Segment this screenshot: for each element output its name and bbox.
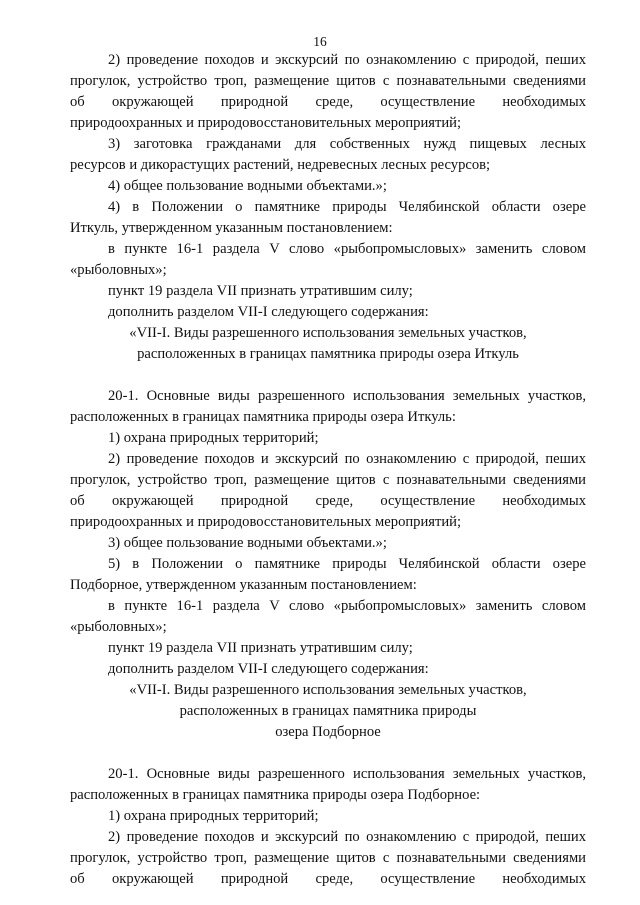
- text-line: пункт 19 раздела VII признать утратившим силу;: [108, 640, 413, 656]
- text-line: об окружающей природной среде, осуществление необходимых: [70, 94, 586, 110]
- text-line: 3) общее пользование водными объектами.»;: [108, 535, 387, 551]
- text-line: «VII-I. Виды разрешенного использования земельных участков,: [129, 682, 527, 698]
- text-line: дополнить разделом VII-I следующего содержания:: [108, 304, 429, 320]
- text-line: 4) общее пользование водными объектами.»;: [108, 178, 387, 194]
- text-line: 2) проведение походов и экскурсий по ознакомлению с природой, пеших: [108, 52, 586, 68]
- text-line: прогулок, устройство троп, размещение щитов с познавательными сведениями: [70, 73, 586, 89]
- text-line: прогулок, устройство троп, размещение щитов с познавательными сведениями: [70, 850, 586, 866]
- text-line: озера Подборное: [275, 724, 381, 740]
- text-line: «рыболовных»;: [70, 619, 167, 635]
- text-line: 5) в Положении о памятнике природы Челябинской области озере: [108, 556, 586, 572]
- text-line: 2) проведение походов и экскурсий по ознакомлению с природой, пеших: [108, 451, 586, 467]
- text-line: 1) охрана природных территорий;: [108, 430, 319, 446]
- text-line: дополнить разделом VII-I следующего содержания:: [108, 661, 429, 677]
- text-line: расположенных в границах памятника природы озера Иткуль:: [70, 409, 456, 425]
- text-line: ресурсов и дикорастущих растений, недревесных лесных ресурсов;: [70, 157, 491, 173]
- text-line: природоохранных и природовосстановительных мероприятий;: [70, 514, 462, 530]
- text-line: 4) в Положении о памятнике природы Челябинской области озере: [108, 199, 586, 215]
- page-number: 16: [313, 34, 327, 49]
- text-line: 20-1. Основные виды разрешенного использования земельных участков,: [108, 388, 586, 404]
- text-line: в пункте 16-1 раздела V слово «рыбопромысловых» заменить словом: [108, 598, 586, 614]
- text-line: «VII-I. Виды разрешенного использования земельных участков,: [129, 325, 527, 341]
- text-line: расположенных в границах памятника природы озера Подборное:: [70, 787, 481, 803]
- text-line: Подборное, утвержденном указанным постановлением:: [70, 577, 417, 593]
- text-line: расположенных в границах памятника природы озера Иткуль: [137, 346, 519, 362]
- text-line: «рыболовных»;: [70, 262, 167, 278]
- text-line: 20-1. Основные виды разрешенного использования земельных участков,: [108, 766, 586, 782]
- text-line: об окружающей природной среде, осуществление необходимых: [70, 871, 586, 887]
- text-line: пункт 19 раздела VII признать утратившим силу;: [108, 283, 413, 299]
- text-line: Иткуль, утвержденном указанным постановлением:: [70, 220, 393, 236]
- text-line: 1) охрана природных территорий;: [108, 808, 319, 824]
- text-line: 3) заготовка гражданами для собственных нужд пищевых лесных: [108, 136, 586, 152]
- text-line: в пункте 16-1 раздела V слово «рыбопромысловых» заменить словом: [108, 241, 586, 257]
- text-line: природоохранных и природовосстановительных мероприятий;: [70, 115, 462, 131]
- text-line: прогулок, устройство троп, размещение щитов с познавательными сведениями: [70, 472, 586, 488]
- text-line: об окружающей природной среде, осуществление необходимых: [70, 493, 586, 509]
- text-line: 2) проведение походов и экскурсий по ознакомлению с природой, пеших: [108, 829, 586, 845]
- text-line: расположенных в границах памятника природы: [179, 703, 477, 719]
